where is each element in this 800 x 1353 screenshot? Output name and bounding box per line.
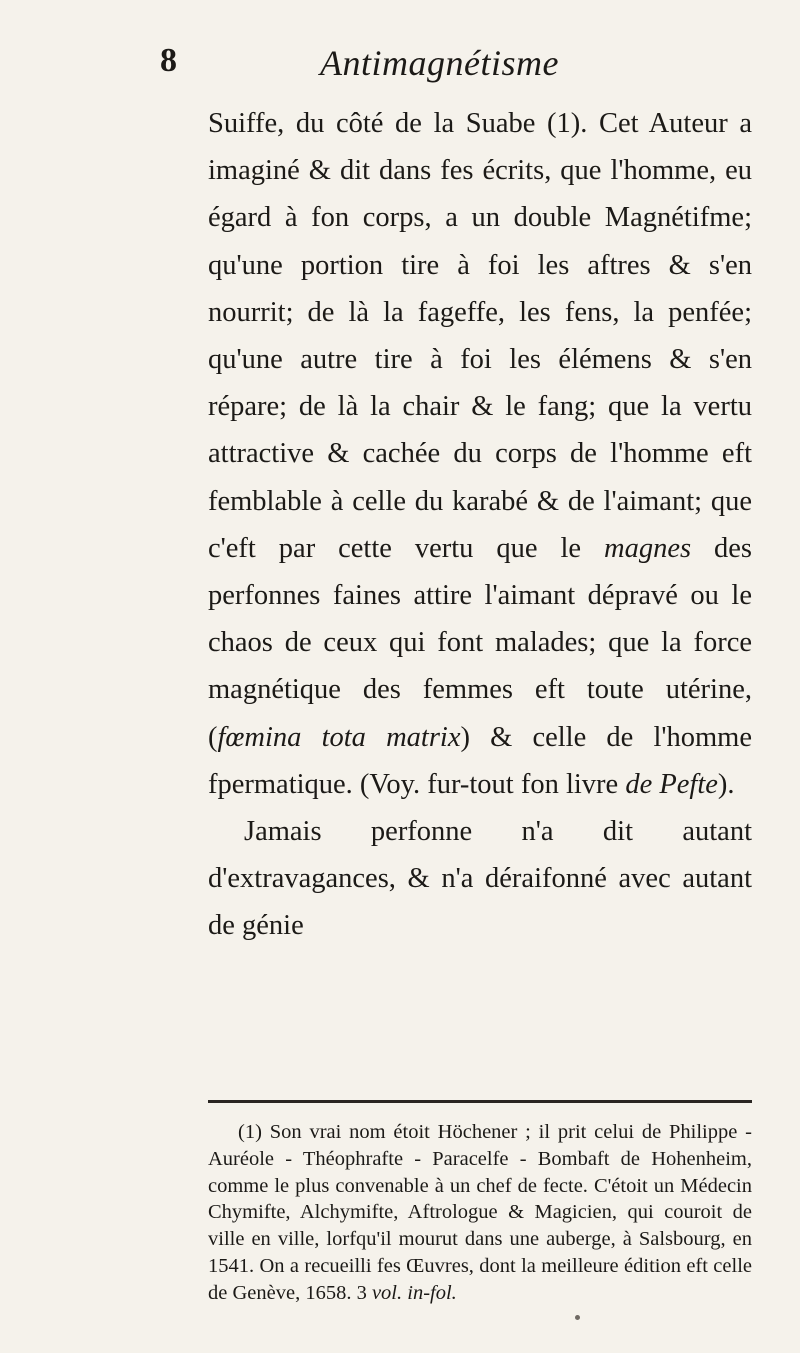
paragraph-2: Jamais perfonne n'a dit autant d'extravagances, & n'a déraifonné avec autant de génie <box>208 816 752 942</box>
footnote-1-text: (1) Son vrai nom étoit Höchener ; il prit celui de Philippe - Auréole - Théophrafte - Paracelfe - Bombaft de Hohenheim, comme le plus convenable à un chef de fecte. C'étoit un Médecin Chymifte, Alchymifte, Aftrologue & Magicien, qui couroit de ville en ville, lorfqu'il mourut dans une auberge, à Salsbourg, en 1541. On a recueilli fes Œuvres, dont la meilleure édition eft celle de Genève, 1658. 3 <box>208 1121 752 1304</box>
paragraph-1-part-d: ). <box>717 768 735 800</box>
paragraph-1 <box>208 100 752 808</box>
running-title: Antimagnétisme <box>320 43 559 83</box>
paragraph-1-part-c: ) & celle de l'homme fpermatique. (Voy. fur-tout fon livre <box>208 721 752 800</box>
ink-speck <box>575 1315 580 1320</box>
footnote-1-format: vol. in-fol. <box>371 1281 457 1304</box>
page-number: 8 <box>160 42 177 79</box>
footnote-1 <box>208 1119 752 1307</box>
footnote-divider <box>208 1100 752 1103</box>
book-title: de Pefte <box>625 768 718 800</box>
paragraph-1-part-b: des perfonnes faines attire l'aimant dépravé ou le chaos de ceux qui font malades; que la force magnétique des femmes eft toute utérine, ( <box>208 532 752 753</box>
paragraph-1-part-a: Suiffe, du côté de la Suabe (1). Cet Auteur a imaginé & dit dans fes écrits, que l'homme, eu égard à fon corps, a un double Magnétifme; qu'une portion tire à foi les aftres & s'en nourrit; de là la fageffe, les fens, la penfée; qu'une autre tire à foi les élémens & s'en répare; de là la chair & le fang; que la vertu attractive & cachée du corps de l'homme eft femblable à celle du karabé & de l'aimant; que c'eft par cette vertu que le <box>208 108 752 564</box>
page-header <box>160 42 760 90</box>
main-text <box>208 100 752 950</box>
footnote <box>208 1119 752 1307</box>
term-magnes: magnes <box>603 532 692 564</box>
latin-quote: fœmina tota matrix <box>217 721 461 753</box>
